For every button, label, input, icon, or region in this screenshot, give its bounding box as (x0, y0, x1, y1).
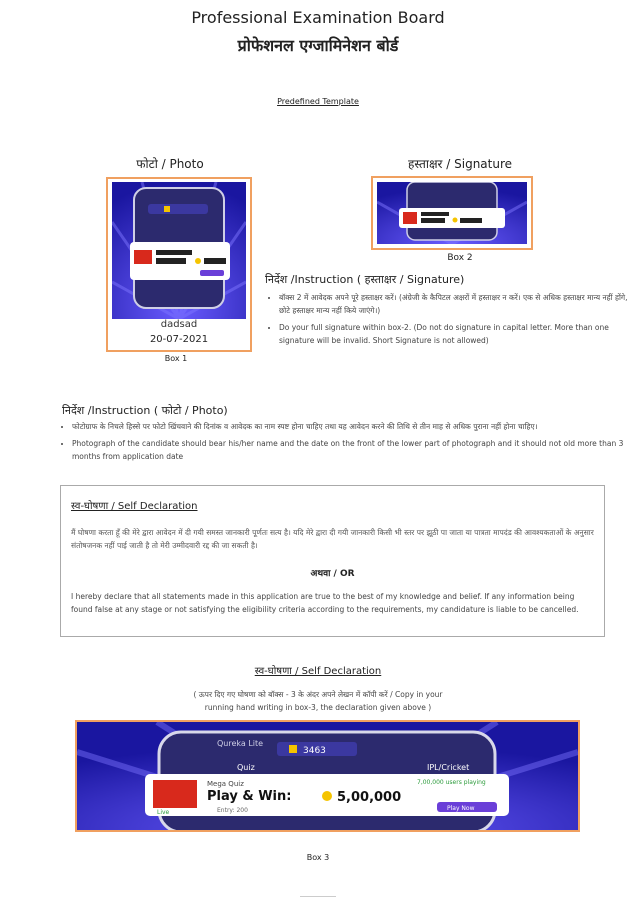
or-separator: अथवा / OR (310, 569, 355, 579)
page-title-english: Professional Examination Board (191, 8, 445, 27)
players-count: 7,00,000 users playing (417, 779, 486, 786)
self-declaration-box (60, 485, 605, 637)
box1-label: Box 1 (164, 354, 188, 363)
signature-image (377, 182, 527, 244)
prize-amount: 5,00,000 (337, 790, 402, 805)
signature-instruction-list (265, 291, 634, 351)
list-item: • Do your full signature within box-2. (Do not do signature in capital letter. More than one signature will be invalid. Short Signature is not allowed) (279, 321, 634, 347)
photo-box[interactable] (106, 177, 252, 352)
quiz-coins: 3463 (303, 746, 326, 756)
signature-instruction-heading: निर्देश /Instruction ( हस्ताक्षर / Signature) (265, 273, 465, 286)
quiz-app-name: Qureka Lite (217, 739, 264, 748)
signature-heading: हस्ताक्षर / Signature (407, 157, 513, 171)
play-win-label: Play & Win: (207, 789, 292, 804)
predefined-template-link[interactable]: Predefined Template (277, 97, 359, 106)
self-declaration-title: स्व-घोषणा / Self Declaration (71, 501, 198, 512)
live-label: Live (157, 809, 170, 816)
photo-heading: फोटो / Photo (136, 157, 204, 171)
mega-quiz-label: Mega Quiz (207, 780, 244, 788)
page-divider (300, 896, 336, 897)
list-item: • Photograph of the candidate should bear his/her name and the date on the front of the lower part of photograph and it should not old more than 3 months from application date (72, 437, 632, 463)
photo-instruction-heading: निर्देश /Instruction ( फोटो / Photo) (62, 404, 228, 417)
photo-image (112, 182, 246, 319)
page-title-hindi: प्रोफेशनल एग्जामिनेशन बोर्ड (237, 36, 399, 55)
photo-instruction-list (58, 420, 632, 467)
entry-fee: Entry: 200 (217, 807, 248, 814)
play-now-button: Play Now (447, 805, 475, 812)
box3-label: Box 3 (306, 853, 330, 862)
quiz-tab: Quiz (237, 763, 255, 772)
box2-label: Box 2 (447, 253, 473, 263)
list-item: • बॉक्स 2 में आवेदक अपने पूरे हस्ताक्षर करें। (अंग्रेजी के कैपिटल अक्षरों में हस्ताक्षर न करें। एक से अधिक हस्ताक्षर मान्य नहीं होंगे, छोटे हस्ताक्षर मान्य नहीं किये जाएंगे।) (279, 291, 634, 317)
box3-image (77, 722, 578, 830)
signature-box[interactable] (371, 176, 533, 250)
self-declaration-text-hindi: मैं घोषणा करता हूँ की मेरे द्वारा आवेदन में दी गयी समस्त जानकारी पूर्णतः सत्य है। यदि मेरे द्वारा दी गयी जानकारी किसी भी स्तर पर झूठी पा जाता या पात्रता मापदंड की आवश्यकताओं के अनुसार संतोषजनक नहीं पाई जाती है तो मेरी उम्मीदवारी रद्द की जा सकती है। (71, 528, 594, 550)
cricket-tab: IPL/Cricket (427, 763, 470, 772)
self-declaration-text-english: I hereby declare that all statements made in this application are true to the best of my knowledge and belief. If any information being found false at any stage or not satisfying the eligibility criteria according to the requirements, my candidature is liable to be cancelled. (71, 592, 579, 614)
list-item: • फोटोग्राफ के निचले हिस्से पर फोटो खिंचवाने की दिनांक व आवेदक का नाम स्पष्ट होना चाहिए तथा यह आवेदन करने की तिथि से तीन माह से अधिक पुराना नहीं होना चाहिए। (72, 420, 632, 433)
photo-date: 20-07-2021 (149, 334, 209, 345)
box3-handwriting-area[interactable] (75, 720, 580, 832)
self-declaration-2-title: स्व-घोषणा / Self Declaration (254, 666, 382, 677)
self-declaration-2-instruction: ( ऊपर दिए गए घोषणा को बॉक्स - 3 के अंदर अपने लेखन में कॉपी करें / Copy in your running hand writing in box-3, the declaration given above ) (193, 690, 443, 712)
photo-candidate-name: dadsad (160, 319, 198, 330)
